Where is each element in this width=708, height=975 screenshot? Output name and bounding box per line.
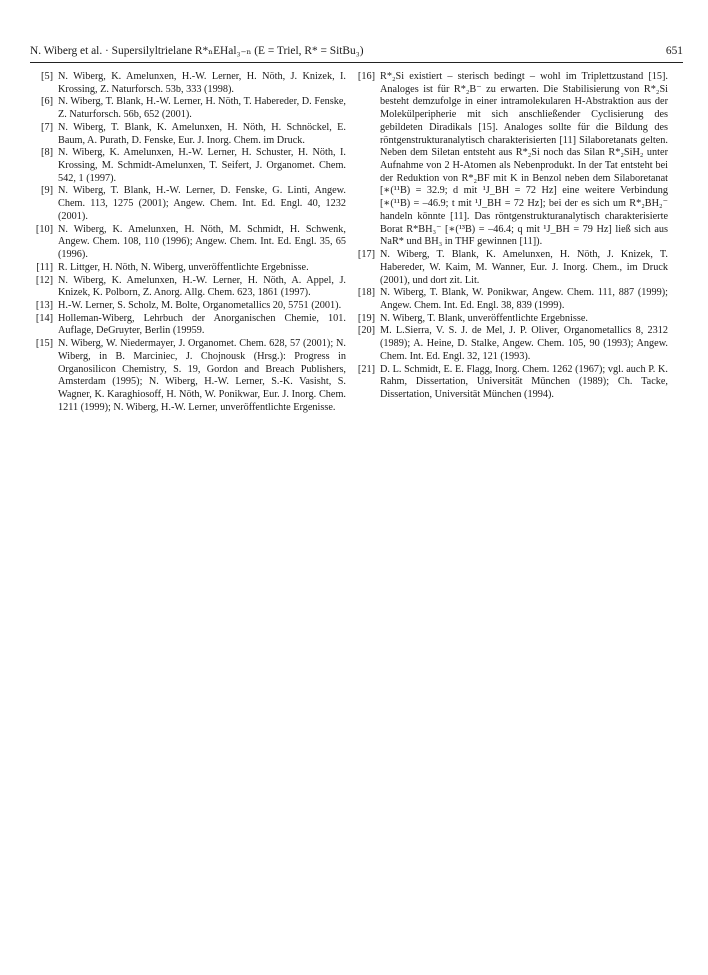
reference-item [352,287,668,312]
reference-text: N. Wiberg, K. Amelunxen, H. Nöth, M. Schmidt, H. Schwenk, Angew. Chem. 108, 110 (1996); Angew. Chem. Int. Ed. Engl. 35, 65 (1996). [58,223,346,261]
reference-number: [11] [36,261,53,273]
references-column-right [352,71,668,402]
reference-number: [8] [41,147,53,159]
reference-item [30,300,346,313]
reference-item [30,122,346,147]
reference-text: D. L. Schmidt, E. E. Flagg, Inorg. Chem. 1262 (1967); vgl. auch P. K. Rahm, Dissertation, Universität München (1989); Ch. Tacke, Dissertation, Universität München (1994). [380,363,668,400]
reference-text: N. Wiberg, T. Blank, W. Ponikwar, Angew. Chem. 111, 887 (1999); Angew. Chem. Int. Ed. Engl. 38, 839 (1999). [380,287,668,311]
running-header [30,42,683,60]
reference-text: M. L.Sierra, V. S. J. de Mel, J. P. Oliver, Organometallics 8, 2312 (1989); A. Heine, D. Stalke, Angew. Chem. 105, 90 (1993); Angew. Chem. Int. Ed. Engl. 32, 121 (1993). [380,325,668,362]
reference-number: [15] [35,338,53,350]
reference-item [30,275,346,300]
reference-item [30,224,346,262]
reference-item [30,71,346,96]
reference-number: [13] [35,299,53,311]
reference-text: N. Wiberg, T. Blank, K. Amelunxen, H. Nöth, H. Schnöckel, E. Baum, A. Purath, D. Fenske, Eur. J. Inorg. Chem. im Druck. [58,121,346,146]
reference-text: H.-W. Lerner, S. Scholz, M. Bolte, Organometallics 20, 5751 (2001). [58,299,342,311]
reference-item [30,262,346,275]
reference-text: N. Wiberg, T. Blank, H.-W. Lerner, H. Nöth, T. Habereder, D. Fenske, Z. Naturforsch. 56b, 652 (2001). [58,96,346,121]
reference-number: [17] [357,249,375,261]
reference-text: R*₂Si existiert – sterisch bedingt – wohl im Triplettzustand [15]. Analoges ist für R*₂B⁻ zu erwarten. Die Stabilisierung von R*₂Si besteht demzufolge in einer intramolekularen H-Abstraktion aus der Molekülperipherie mit sich anschließender Cyclisierung des gebildeten Diradikals [15]. Analoges sollte für die Bildung des röntgenstrukturanalytisch charakterisierten [11] Silaboretanats gelten. Neben dem Siletan entsteht aus R*₂Si noch das Silan R*₂SiH₂ unter Aufnahme von 2 H-Atomen als Nebenprodukt. In der Tat entsteht bei der Reduktion von R*₂BF mit K in Benzol neben dem Silaboretanat [∗(¹¹B) = 32.9; d mit ¹J_BH = 72 Hz] eine weitere Verbindung [∗(¹¹B) = –46.9; t mit ¹J_BH = 72 Hz]; bei der es sich um R*₂BH₂⁻ handeln könnte [11]. Das röntgenstrukturanalytisch charakterisierte Borat R*BH₃⁻ [∗(¹³B) = –46.4; q mit ¹J_BH = 79 Hz] ließ sich aus NaR* und BH₃ in THF gewinnen [11]). [380,71,668,248]
reference-item [352,71,668,249]
reference-number: [18] [357,287,375,299]
page-number: 651 [665,45,683,57]
reference-number: [7] [41,121,53,133]
reference-item [30,313,346,338]
references-column-left [30,71,346,414]
reference-text: N. Wiberg, K. Amelunxen, H.-W. Lerner, H. Nöth, A. Appel, J. Knizek, K. Polborn, Z. Anorg. Allg. Chem. 623, 1861 (1997). [58,274,346,299]
reference-number: [10] [35,223,53,235]
reference-item [352,313,668,326]
reference-text: N. Wiberg, T. Blank, H.-W. Lerner, D. Fenske, G. Linti, Angew. Chem. 113, 1275 (2001); Angew. Chem. Int. Ed. Engl. 40, 1232 (2001). [58,185,346,222]
reference-item [352,249,668,287]
reference-number: [21] [357,363,375,375]
reference-number: [20] [357,325,375,337]
reference-number: [6] [41,96,53,108]
reference-item [352,364,668,402]
reference-number: [5] [41,71,53,82]
reference-number: [16] [357,71,375,82]
reference-item [30,185,346,223]
reference-item [352,325,668,363]
reference-text: N. Wiberg, K. Amelunxen, H.-W. Lerner, H. Schuster, H. Nöth, I. Krossing, M. Schmidt-Amelunxen, T. Seifert, J. Organomet. Chem. 542, 1 (1997). [58,147,346,184]
reference-text: N. Wiberg, T. Blank, K. Amelunxen, H. Nöth, J. Knizek, T. Habereder, W. Kaim, M. Wanner, Eur. J. Inorg. Chem., im Druck (2001), und dort zit. Lit. [380,249,668,286]
reference-text: N. Wiberg, T. Blank, unveröffentlichte Ergebnisse. [380,312,588,324]
reference-number: [19] [357,312,375,324]
reference-number: [12] [35,274,53,286]
reference-text: Holleman-Wiberg, Lehrbuch der Anorganischen Chemie, 101. Auflage, DeGruyter, Berlin (19959. [58,312,346,337]
header-rule [30,62,683,63]
reference-text: N. Wiberg, K. Amelunxen, H.-W. Lerner, H. Nöth, J. Knizek, I. Krossing, Z. Naturforsch. 53b, 333 (1998). [58,71,346,95]
reference-number: [9] [41,185,53,197]
running-title: N. Wiberg et al. · Supersilyltrielane R*ₙEHal₃₋ₙ (E = Triel, R* = SitBu₃) [30,45,364,57]
reference-number: [14] [35,312,53,324]
reference-item [30,338,346,414]
reference-text: N. Wiberg, W. Niedermayer, J. Organomet. Chem. 628, 57 (2001); N. Wiberg, in B. Marciniec, J. Chojnousk (Hrsg.): Progress in Organosilicon Chemistry, S. 19, Gordon and Breach Publishers, Amsterdam (1995); N. Wiberg, H.-W. Lerner, S.-K. Vasisht, S. Wagner, K. Karaghiosoff, H. Nöth, W. Ponikwar, Eur. J. Inorg. Chem. 1211 (1999); N. Wiberg, H.-W. Lerner, unveröffentlichte Ergenisse. [58,338,346,413]
reference-text: R. Littger, H. Nöth, N. Wiberg, unveröffentlichte Ergebnisse. [58,261,309,273]
reference-item [30,147,346,185]
reference-item [30,96,346,121]
